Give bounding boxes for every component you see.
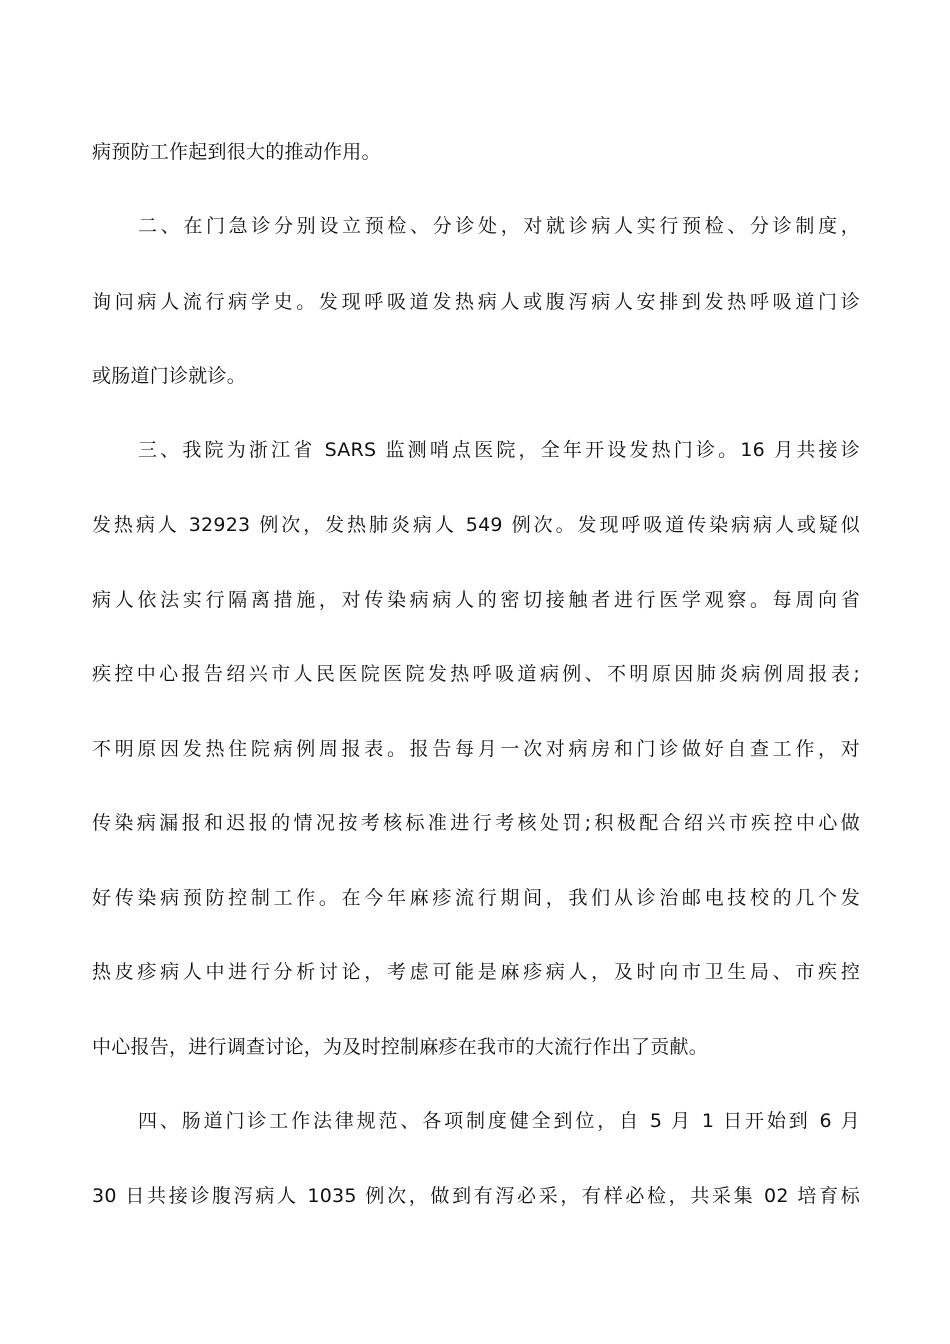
text-line-1: 病预防工作起到很大的推动作用。 xyxy=(92,141,381,163)
text-line-11: 好传染病预防控制工作。在今年麻疹流行期间，我们从诊治邮电技校的几个发 xyxy=(92,887,860,909)
text-line-13: 中心报告，进行调查讨论，为及时控制麻疹在我市的大流行作出了贡献。 xyxy=(92,1036,709,1058)
text-line-5: 三、我院为浙江省 SARS 监测哨点医院，全年开设发热门诊。16 月共接诊 xyxy=(138,439,860,461)
text-line-8: 疾控中心报告绍兴市人民医院医院发热呼吸道病例、不明原因肺炎病例周报表; xyxy=(92,663,860,685)
text-line-14: 四、肠道门诊工作法律规范、各项制度健全到位，自 5 月 1 日开始到 6 月 xyxy=(138,1110,860,1132)
text-line-10: 传染病漏报和迟报的情况按考核标准进行考核处罚;积极配合绍兴市疾控中心做 xyxy=(92,812,860,834)
text-line-2: 二、在门急诊分别设立预检、分诊处，对就诊病人实行预检、分诊制度， xyxy=(138,215,860,237)
text-line-3: 询问病人流行病学史。发现呼吸道发热病人或腹泻病人安排到发热呼吸道门诊 xyxy=(92,291,860,313)
text-line-15: 30 日共接诊腹泻病人 1035 例次，做到有泻必采，有样必检，共采集 02 培育标 xyxy=(92,1185,860,1207)
text-line-12: 热皮疹病人中进行分析讨论，考虑可能是麻疹病人，及时向市卫生局、市疾控 xyxy=(92,961,860,983)
text-line-4: 或肠道门诊就诊。 xyxy=(92,365,247,387)
text-line-7: 病人依法实行隔离措施，对传染病病人的密切接触者进行医学观察。每周向省 xyxy=(92,589,860,611)
text-line-6: 发热病人 32923 例次，发热肺炎病人 549 例次。发现呼吸道传染病病人或疑似 xyxy=(92,514,860,536)
text-line-9: 不明原因发热住院病例周报表。报告每月一次对病房和门诊做好自查工作，对 xyxy=(92,738,860,760)
